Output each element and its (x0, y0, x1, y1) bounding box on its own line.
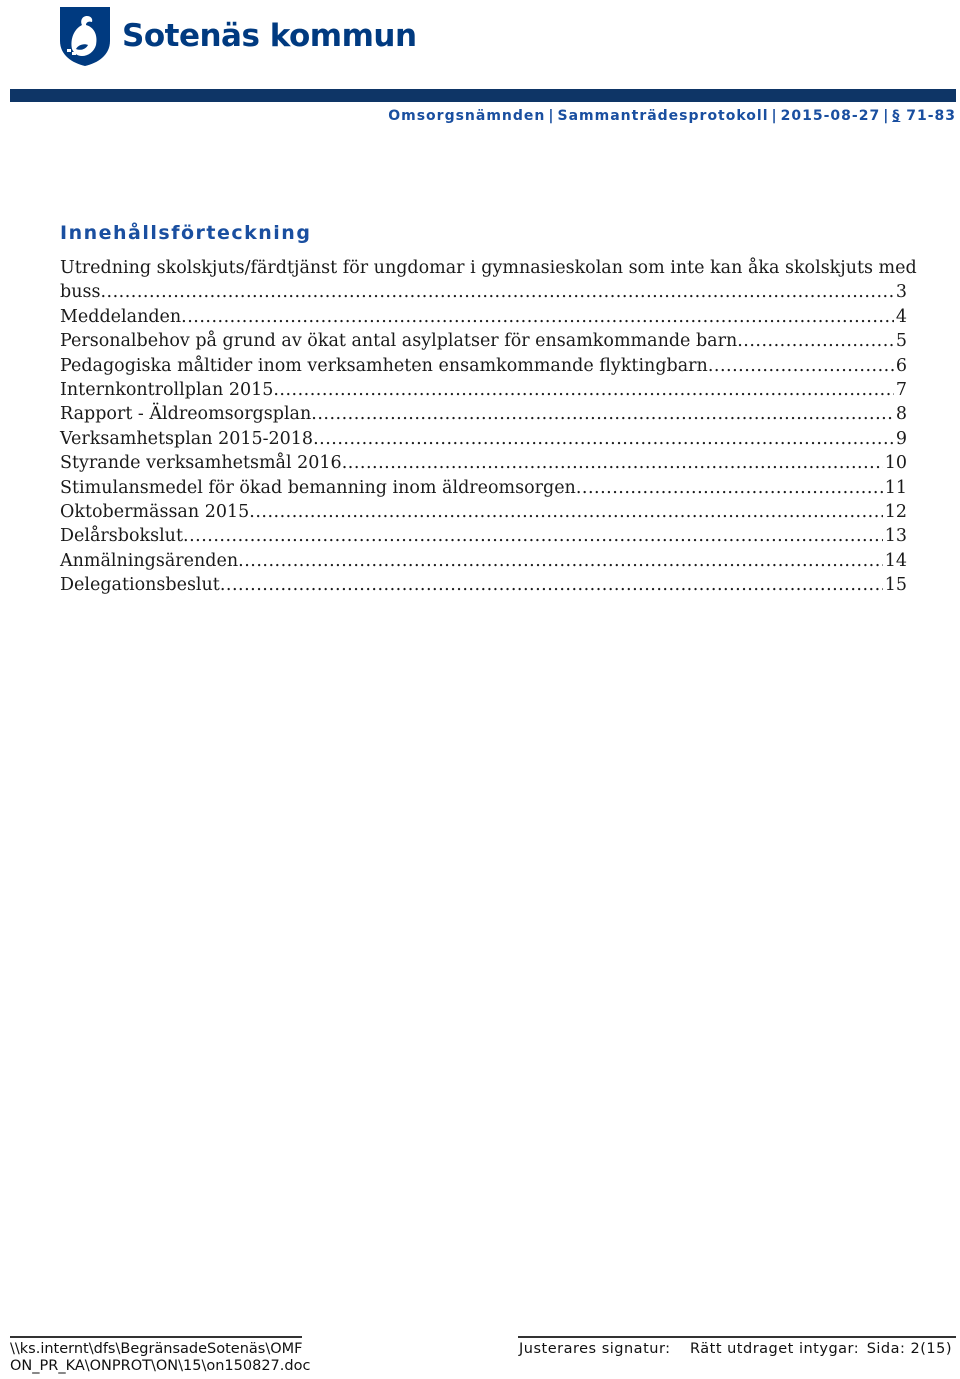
toc-entry-title: Personalbehov på grund av ökat antal asylplatser för ensamkommande barn (60, 331, 738, 352)
toc-entry-page: 14 (884, 550, 907, 571)
toc-entry-page: 8 (895, 404, 907, 425)
toc-entry-title: Styrande verksamhetsmål 2016 (60, 453, 342, 474)
toc-entry-title: Verksamhetsplan 2015-2018 (60, 428, 314, 449)
header-bar (10, 89, 956, 102)
table-of-contents (60, 256, 917, 597)
toc-entry[interactable] (60, 305, 907, 329)
toc-entry-page: 11 (884, 477, 907, 498)
toc-entry[interactable] (60, 451, 907, 475)
toc-entry-title: buss (60, 282, 101, 303)
toc-leader-dots (313, 427, 894, 451)
toc-entry[interactable] (60, 354, 907, 378)
file-path (10, 1341, 310, 1375)
toc-leader-dots (238, 549, 883, 573)
toc-entry-page: 5 (895, 331, 907, 352)
toc-entry[interactable] (60, 524, 907, 548)
toc-leader-dots (737, 329, 894, 353)
toc-entry-page: 6 (895, 355, 907, 376)
paragraph-range: 71-83 (906, 108, 956, 124)
toc-entry-first-line[interactable]: Utredning skolskjuts/färdtjänst för ungdomar i gymnasieskolan som inte kan åka skolskjuts med (60, 258, 917, 278)
toc-leader-dots (273, 378, 894, 402)
toc-entry[interactable] (60, 476, 907, 500)
document-type: Sammanträdesprotokoll (557, 108, 769, 124)
toc-leader-dots (311, 402, 894, 426)
toc-entry-page: 10 (884, 453, 907, 474)
toc-leader-dots (183, 524, 883, 548)
file-path-line: ON_PR_KA\ONPROT\ON\15\on150827.doc (10, 1358, 311, 1374)
toc-entry-title: Internkontrollplan 2015 (60, 379, 274, 400)
toc-leader-dots (576, 476, 883, 500)
toc-entry[interactable] (60, 549, 907, 573)
paragraph-sign: § (892, 108, 901, 124)
header-separator: | (548, 108, 555, 124)
toc-entry[interactable] (60, 427, 907, 451)
toc-entry-page: 9 (895, 428, 907, 449)
toc-entry-title: Stimulansmedel för ökad bemanning inom äldreomsorgen (60, 477, 576, 498)
toc-leader-dots (181, 305, 894, 329)
toc-entry-title: Rapport - Äldreomsorgsplan (60, 404, 312, 425)
toc-entry-page: 3 (895, 282, 907, 303)
logo (58, 4, 417, 68)
toc-entry[interactable] (60, 573, 907, 597)
protocol-header (388, 108, 956, 124)
toc-entry-page: 4 (895, 306, 907, 327)
footer-divider (10, 1336, 302, 1338)
header-separator: | (771, 108, 778, 124)
toc-leader-dots (342, 451, 883, 475)
page-number: Sida: 2(15) (866, 1341, 952, 1357)
toc-entry[interactable] (60, 500, 907, 524)
toc-entry[interactable] (60, 378, 907, 402)
toc-entry-page: 13 (884, 526, 907, 547)
toc-entry-title: Delårsbokslut (60, 526, 183, 547)
toc-leader-dots (220, 573, 883, 597)
committee-name: Omsorgsnämnden (388, 108, 546, 124)
organization-name: Sotenäs kommun (122, 18, 417, 54)
toc-entry[interactable] (60, 402, 907, 426)
toc-entry[interactable] (60, 280, 907, 304)
toc-entry-page: 12 (884, 501, 907, 522)
coat-of-arms-icon (58, 5, 112, 67)
file-path-line: \\ks.internt\dfs\BegränsadeSotenäs\OMF (10, 1341, 303, 1357)
header-separator: | (883, 108, 890, 124)
toc-entry-page: 15 (884, 575, 907, 596)
toc-entry-title: Meddelanden (60, 306, 182, 327)
toc-entry-page: 7 (895, 379, 907, 400)
toc-heading: Innehållsförteckning (60, 222, 312, 244)
toc-entry-title: Delegationsbeslut (60, 575, 220, 596)
toc-entry-title: Anmälningsärenden (60, 550, 239, 571)
meeting-date: 2015-08-27 (780, 108, 881, 124)
toc-entry-title: Pedagogiska måltider inom verksamheten ensamkommande flyktingbarn (60, 355, 708, 376)
extract-certification-label: Rätt utdraget intygar: (690, 1341, 860, 1357)
toc-entry[interactable] (60, 329, 907, 353)
toc-leader-dots (249, 500, 882, 524)
toc-leader-dots (100, 280, 893, 304)
toc-entry-title: Oktobermässan 2015 (60, 501, 250, 522)
signature-label: Justerares signatur: (519, 1341, 671, 1357)
footer-divider (518, 1336, 956, 1338)
toc-leader-dots (708, 354, 894, 378)
